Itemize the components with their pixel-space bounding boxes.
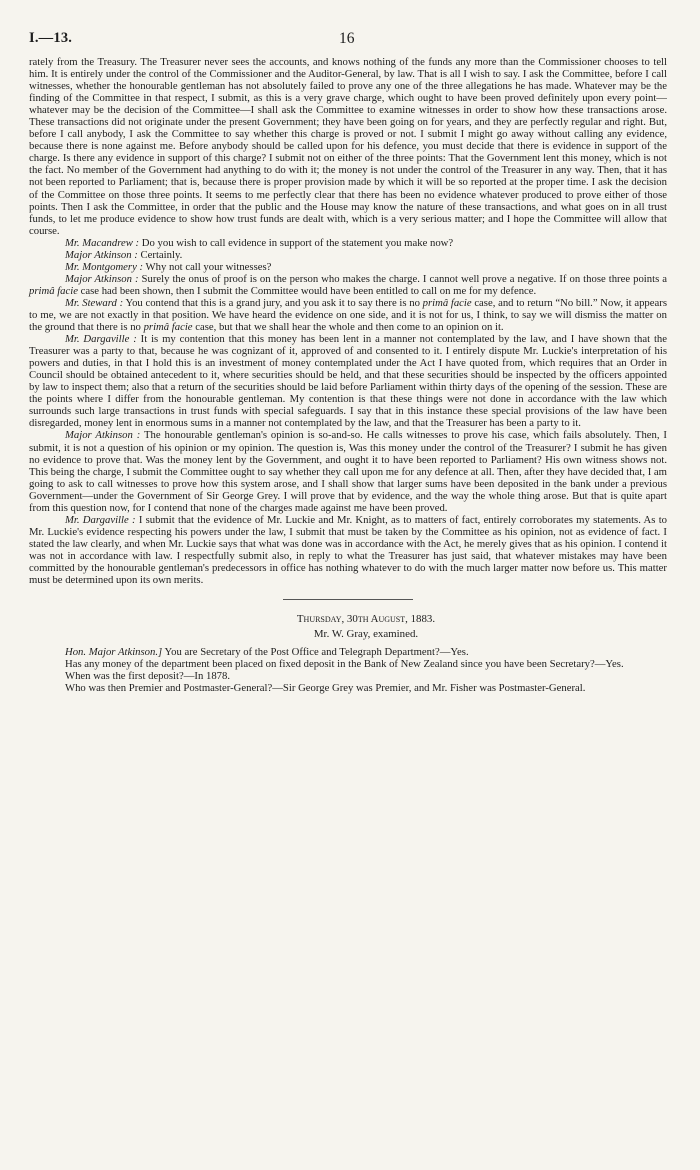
paragraph: Mr. Macandrew : Do you wish to call evidence in support of the statement you make now? (65, 236, 454, 249)
speaker-name: Mr. Steward : (65, 296, 124, 309)
witness-heading: Mr. W. Gray, examined. (313, 628, 419, 641)
speaker-name: Hon. Major Atkinson.] (65, 646, 163, 659)
paragraph: Mr. Steward : You contend that this is a grand jury, and you ask it to say there is no primâ facie case, and to return “No bill.” Now, it appears to me, we are not exactly in that position. We have heard the evidence on one side, and it is not for us, I think, to say we will dismiss the matter on the ground that there is no primâ facie case, but that we shall hear the whole and then come to an opinion on it. (29, 296, 667, 334)
latin-phrase: primâ facie (422, 296, 472, 309)
question-answer: When was the first deposit?—In 1878. (65, 670, 231, 683)
speaker-name: Major Atkinson : (65, 429, 141, 442)
speaker-name: Mr. Macandrew : (65, 236, 140, 249)
paragraph: Mr. Montgomery : Why not call your witnesses? (65, 260, 272, 273)
speaker-name: Major Atkinson : (65, 248, 138, 261)
latin-phrase: primâ facie (29, 284, 78, 297)
paragraph: rately from the Treasury. The Treasurer never sees the accounts, and knows nothing of the funds any more than the Commissioner chooses to tell him. It is entirely under the control of the Commissioner and the Auditor-General, by law. That is all I wish to say. I ask the Committee, before I call witnesses, whether the honourable gentleman has not absolutely failed to prove any one of the three allegations he has made. Whatever may be the finding of the Committee in that respect, I submit, as this is a very grave charge, which ought to have been proved definitely upon every point—whatever may be the decision of the Committee—I shall ask the Committee to examine witnesses in order to show how these transactions arose. These transactions did not originate under the present Government; they have been going on for years, and they are perfectly regular and right. But, before I call anybody, I ask the Committee to say whether this charge is proved or not. I submit I might go away without calling any evidence, because there is none against me. Before anybody should be called upon for his defence, you must decide that there is evidence in support of the charge. Is there any evidence in support of this charge? I submit not on either of the three points: That the Government lent this money, which is not the fact. No member of the Government had anything to do with it; the money is not under the control of the Treasurer in any way. Then, that it has not been reported to Parliament; that is, because there is proper provision made by which it will be so reported at the proper time. I ask the decision of the Committee on those three points. It seems to me perfectly clear that there has been no evidence whatever produced to prove either of those points. Then I ask the Committee, in order that the public and the House may know the nature of these transactions, and what goes on in all trust funds, to let me produce evidence to show how trust funds are dealt with, which is a very serious matter; and I hope the Committee will allow that course. (29, 56, 667, 237)
speaker-name: Major Atkinson : (65, 272, 139, 285)
page-number: 16 (339, 30, 355, 47)
section-date: Thursday, 30th August, 1883. (296, 613, 436, 626)
question-answer: Hon. Major Atkinson.] You are Secretary of the Post Office and Telegraph Department?—Yes. (65, 646, 469, 659)
paragraph: Mr. Dargaville : I submit that the evidence of Mr. Luckie and Mr. Knight, as to matters of fact, entirely corroborates my statements. As to Mr. Luckie's evidence respecting his powers under the law, I submit that must be taken by the Committee as his opinion, not as evidence of fact. I stated the law clearly, and when Mr. Luckie says that what was done was in accordance with the Act, he merely gives that as his opinion. I contend it was not in accordance with law. I respectfully submit also, in reply to what the Treasurer has just said, that whatever mistakes may have been committed by the honourable gentleman's predecessors in office has nothing whatever to do with the much larger matter now before us. This matter must be determined upon its own merits. (29, 513, 668, 587)
paragraph: Major Atkinson : Surely the onus of proof is on the person who makes the charge. I cannot well prove a negative. If on those three points a primâ facie case had been shown, then I submit the Committee would have been entitled to call on me for my defence. (29, 272, 667, 297)
speaker-name: Mr. Montgomery : (65, 260, 144, 273)
examination-questions (29, 646, 667, 694)
speaker-name: Mr. Dargaville : (65, 513, 136, 526)
paragraph: Major Atkinson : The honourable gentleman's opinion is so-and-so. He calls witnesses to prove his case, which fails absolutely. Then, I submit, it is not a question of his opinion or my opinion. The question is, Was this money under the control of the Treasurer? I submit he has given no evidence to prove that. Was the money lent by the Government, and ought it to have been reported to Parliament? His own witness shows not. This being the charge, I submit the Committee ought to say whether they call upon me for any defence at all. Then, after they have decided that, I am going to ask to call witnesses to prove how this system arose, and I shall show that larger sums have been deposited in the bank under a previous Government—under the Government of Sir George Grey. I will prove that by evidence, and the way the whole thing arose. But that is quite apart from this question now, for I contend that none of the charges made against me have been proved. (29, 429, 667, 514)
question-answer: Who was then Premier and Postmaster-General?—Sir George Grey was Premier, and Mr. Fisher was Postmaster-General. (65, 682, 586, 695)
document-page (29, 30, 667, 694)
body-text (29, 56, 667, 694)
report-reference: I.—13. (29, 30, 73, 46)
question-answer: Has any money of the department been placed on fixed deposit in the Bank of New Zealand since you have been Secretary?—Yes. (65, 658, 624, 671)
page-header (29, 30, 667, 50)
section-divider (283, 599, 413, 600)
paragraph: Mr. Dargaville : It is my contention that this money has been lent in a manner not contemplated by the law, and I have shown that the Treasurer was a party to that, because he was cognizant of it, approved of and consented to it. I entirely dispute Mr. Luckie's interpretation of his powers and duties, in that I hold this is an investment of money contemplated under the Act I have quoted from, which requires that an Order in Council should be obtained antecedent to it, where securities should be held, and that these securities should be inspected by the officers appointed by law to inspect them; also that a return of the securities should be laid before Parliament within thirty days of the opening of the session. These are the points where I differ from the honourable gentleman. My contention is that these things were not done in accordance with the law which surrounds such large transactions in trust funds with special safeguards. I say that in this instance these special provisions of the law have been disregarded, money lent in enormous sums in a manner not contemplated by the law, and that the Treasurer has been a party to it. (29, 333, 668, 430)
latin-phrase: primâ facie (143, 321, 193, 334)
speaker-name: Mr. Dargaville : (65, 333, 137, 346)
paragraph: Major Atkinson : Certainly. (65, 248, 183, 261)
